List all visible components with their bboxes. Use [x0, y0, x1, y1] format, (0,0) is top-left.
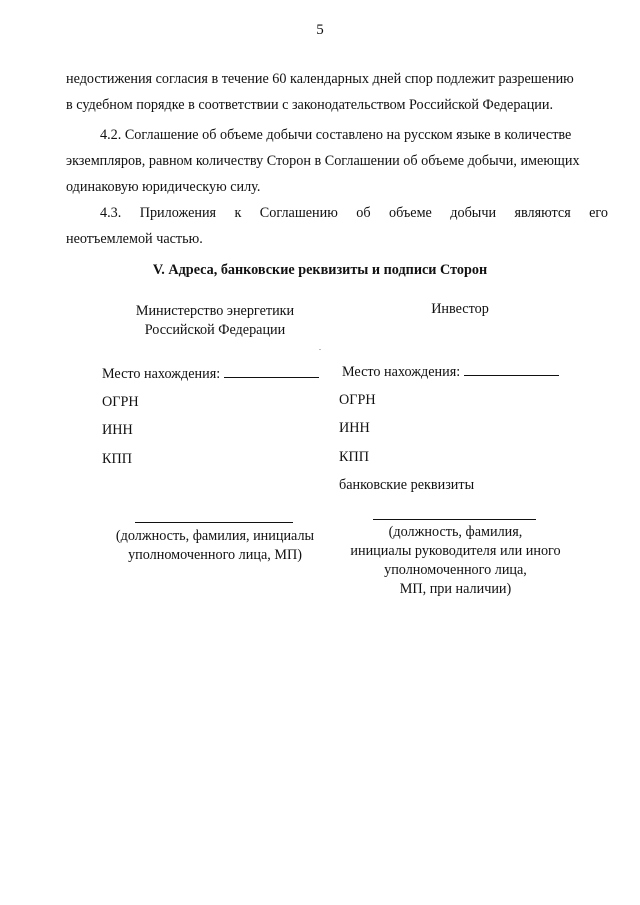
ministry-title-line: Российской Федерации	[144, 322, 286, 338]
left-location-label: Место нахождения:	[102, 366, 221, 382]
paragraph-line: экземпляров, равном количеству Сторон в Соглашении об объеме добычи, имеющих	[66, 153, 580, 169]
right-inn-label: ИНН	[339, 420, 370, 436]
right-signature-caption	[328, 523, 583, 599]
page-number: 5	[316, 22, 324, 38]
paragraph-line: в судебном порядке в соответствии с законодательством Российской Федерации.	[66, 97, 554, 113]
right-signature-line	[373, 519, 536, 520]
ministry-title-line: Министерство энергетики	[135, 303, 295, 319]
left-location-blank	[224, 376, 319, 378]
left-ogrn-label: ОГРН	[102, 394, 139, 410]
left-kpp-label: КПП	[102, 451, 132, 467]
right-ogrn-label: ОГРН	[339, 392, 376, 408]
caption-line: (должность, фамилия,	[388, 524, 523, 540]
left-signature-caption	[100, 527, 330, 565]
left-inn-label: ИНН	[102, 422, 133, 438]
right-location-field	[342, 364, 559, 381]
ministry-title	[105, 302, 325, 340]
investor-title: Инвестор	[431, 301, 489, 317]
caption-line: уполномоченного лица, МП)	[128, 547, 302, 563]
paragraph-4-2	[66, 122, 608, 200]
paragraph-line: недостижения согласия в течение 60 календарных дней спор подлежит разрешению	[66, 71, 574, 87]
right-kpp-label: КПП	[339, 449, 369, 465]
paragraph-line: неотъемлемой частью.	[66, 231, 203, 247]
right-location-label: Место нахождения:	[342, 364, 461, 380]
caption-line: (должность, фамилия, инициалы	[115, 528, 315, 544]
section-heading: V. Адреса, банковские реквизиты и подписи Сторон	[152, 262, 488, 278]
paragraph-4-3	[66, 200, 608, 252]
caption-line: МП, при наличии)	[399, 581, 512, 597]
right-location-blank	[464, 374, 559, 376]
caption-line: инициалы руководителя или иного	[350, 543, 561, 559]
paragraph-line: одинаковую юридическую силу.	[66, 179, 261, 195]
paragraph-dispute-resolution	[66, 66, 608, 118]
caption-line: уполномоченного лица,	[384, 562, 527, 578]
right-bank-details-label: банковские реквизиты	[339, 477, 475, 493]
paragraph-line: 4.3. Приложения к Соглашению об объеме добычи являются его	[100, 205, 608, 221]
paragraph-line: 4.2. Соглашение об объеме добычи составлено на русском языке в количестве	[100, 127, 572, 143]
left-location-field	[102, 366, 319, 383]
left-signature-line	[135, 522, 293, 523]
scan-speck	[319, 349, 321, 350]
